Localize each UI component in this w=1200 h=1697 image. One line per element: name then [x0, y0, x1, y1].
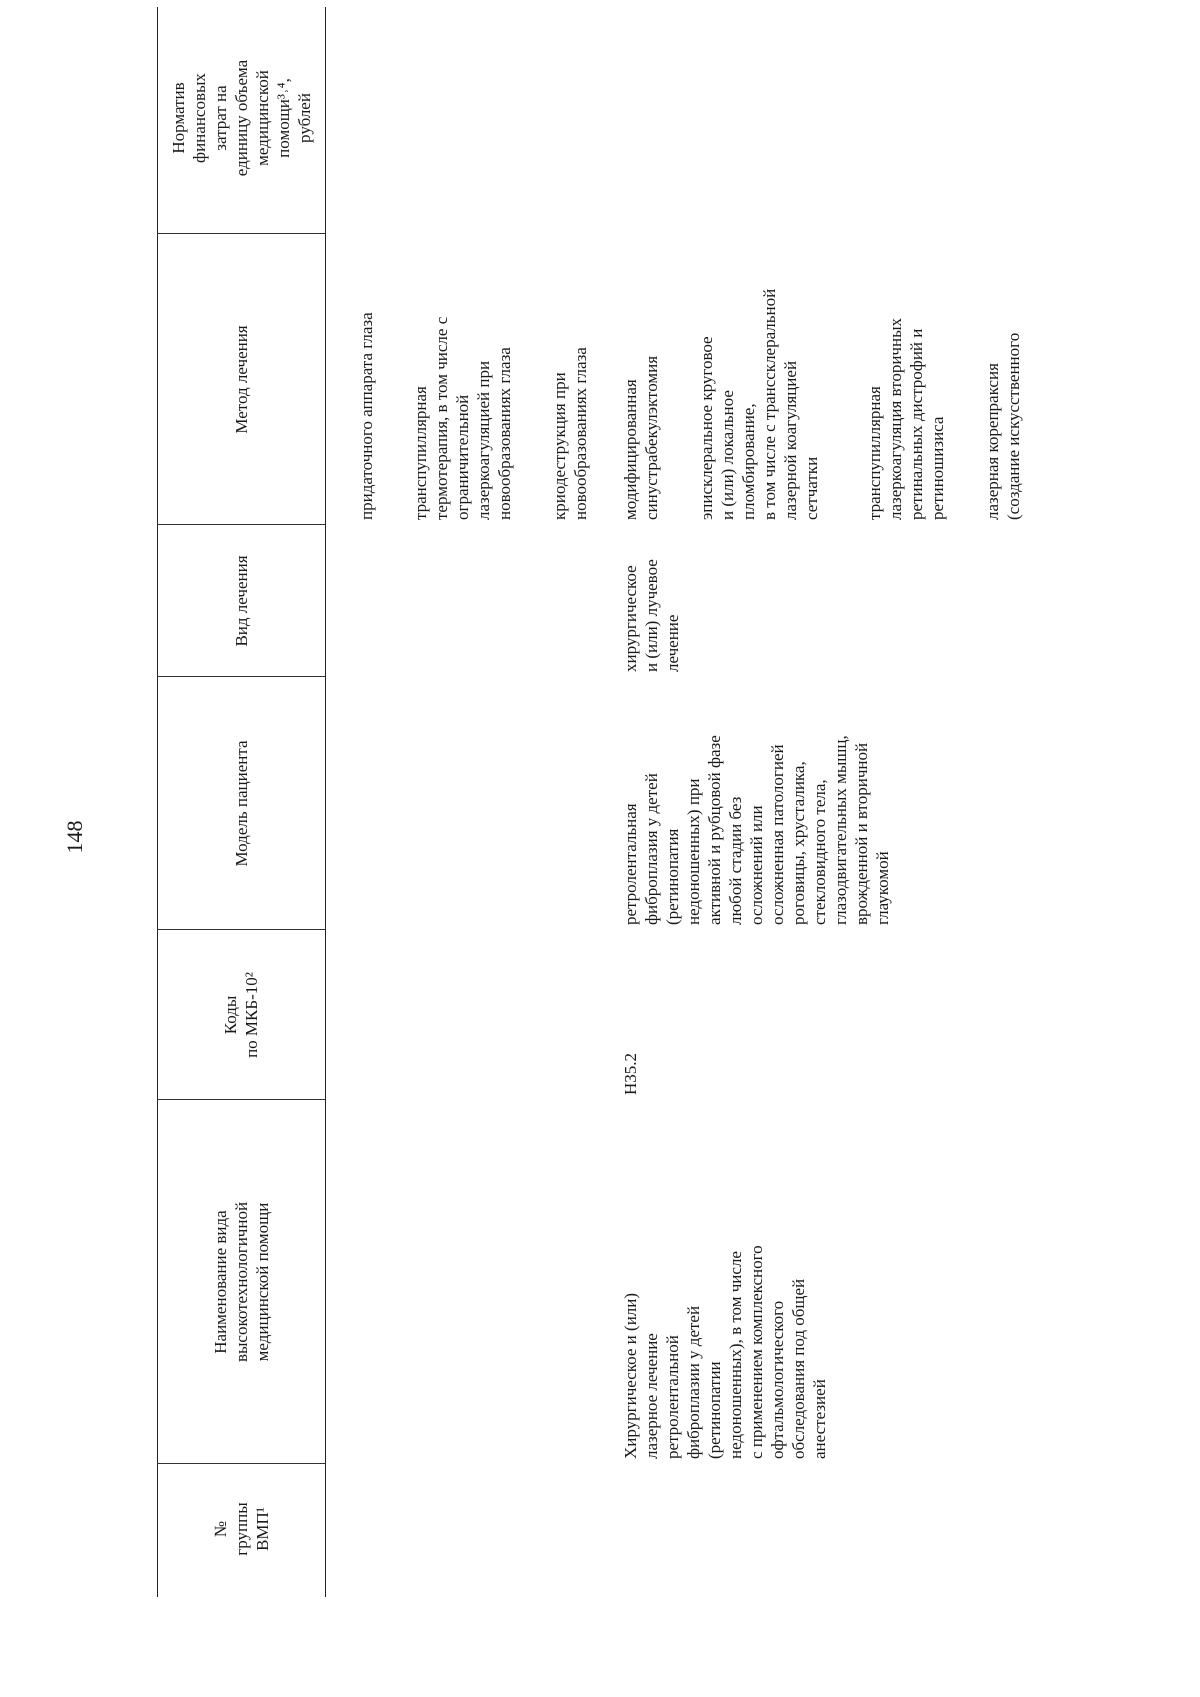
treatment-type-cell: хирургическое и (или) лучевое лечение	[621, 559, 682, 672]
vmp-name-cell: Хирургическое и (или) лазерное лечение ретролентальной фиброплазии у детей (ретинопатии недоношенных), в том числе с применением комплексного офтальмологического обследования под общей анестезией	[621, 1245, 829, 1459]
header-cost-norm: Норматив финансовых затрат на единицу объема медицинской помощи³˒⁴, рублей	[168, 59, 314, 177]
col-divider-3	[157, 929, 325, 930]
header-group-number: № группы ВМП¹	[210, 1502, 272, 1556]
col-divider-6	[157, 233, 325, 234]
header-icd-codes: Коды по МКБ-10²	[221, 972, 261, 1058]
header-patient-model: Модель пациента	[231, 740, 251, 867]
header-treatment-type: Вид лечения	[231, 555, 251, 647]
method-item: модифицированная синустрабекулэктомия	[621, 355, 661, 520]
patient-model-cell: ретролентальная фиброплазия у детей (ретинопатия недоношенных) при активной и рубцовой фазе любой стадии без осложнений или осложненная патологией роговицы, хрусталика, стекловидного тела, глазодвигательных мышц, врожденной и вторичной глаукомой	[621, 735, 892, 925]
col-divider-2	[157, 1099, 325, 1100]
method-item: транспупиллярная лазеркоагуляция вторичных ретинальных дистрофий и ретиношизиса	[865, 318, 947, 520]
page-number: 148	[62, 820, 87, 854]
method-item: эписклеральное круговое и (или) локальное пломбирование, в том числе с транссклеральной лазерной коагуляцией сетчатки	[697, 288, 821, 520]
header-treatment-method: Метод лечения	[231, 325, 251, 434]
method-item: транспупиллярная термотерапия, в том числе с ограничительной лазеркоагуляцией при новообразованиях глаза	[411, 316, 514, 520]
col-divider-1	[157, 1463, 325, 1464]
header-vmp-name: Наименование вида высокотехнологичной медицинской помощи	[210, 1201, 272, 1363]
icd-code-cell: H35.2	[621, 1052, 640, 1095]
method-item: придаточного аппарата глаза	[357, 312, 376, 520]
col-divider-4	[157, 676, 325, 677]
method-item: криодеструкция при новообразованиях глаза	[550, 347, 590, 520]
method-item: лазерная корепраксия (создание искусственного	[983, 332, 1023, 520]
header-bottom-rule	[325, 7, 326, 1597]
col-divider-5	[157, 524, 325, 525]
header-top-rule	[157, 7, 158, 1597]
